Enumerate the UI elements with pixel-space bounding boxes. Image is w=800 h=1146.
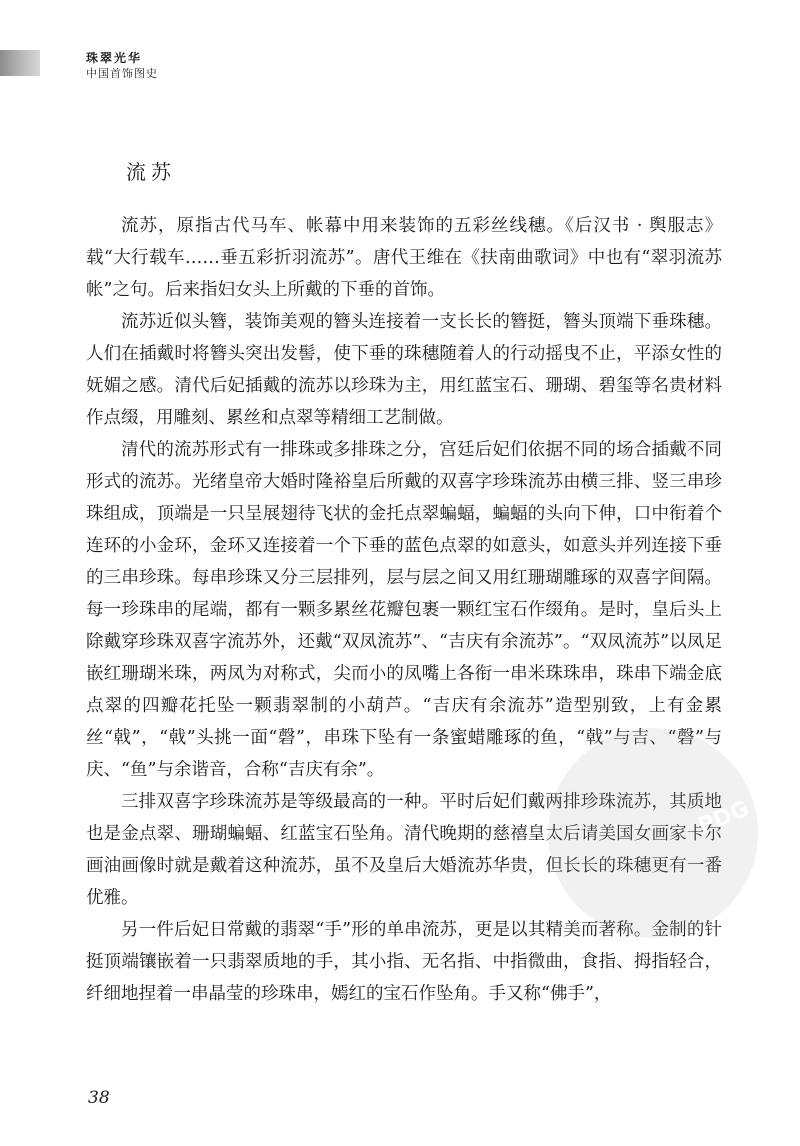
watermark-text: PDG bbox=[694, 796, 753, 840]
book-title: 珠翠光华 bbox=[86, 51, 143, 65]
book-subtitle: 中国首饰图史 bbox=[86, 67, 158, 80]
corner-tab bbox=[0, 50, 40, 76]
page-number: 38 bbox=[88, 1088, 110, 1108]
paragraph: 流苏，原指古代马车、帐幕中用来装饰的五彩丝线穗。《后汉书 · 舆服志》载“大行载车……垂五彩折羽流苏”。唐代王维在《扶南曲歌词》中也有“翠羽流苏帐”之句。后来指妇女头上所戴的下垂的首饰。 bbox=[86, 216, 722, 300]
paragraph: 三排双喜字珍珠流苏是等级最高的一种。平时后妃们戴两排珍珠流苏，其质地也是金点翠、珊瑚蝙蝠、红蓝宝石坠角。清代晚期的慈禧皇太后请美国女画家卡尔画油画像时就是戴着这种流苏，虽不及皇后大婚流苏华贵，但长长的珠穗更有一番优雅。 bbox=[86, 792, 722, 908]
paragraph: 清代的流苏形式有一排珠或多排珠之分，宫廷后妃们依据不同的场合插戴不同形式的流苏。光绪皇帝大婚时隆裕皇后所戴的双喜字珍珠流苏由横三排、竖三串珍珠组成，顶端是一只呈展翅待飞状的金托点翠蝙蝠，蝙蝠的头向下伸，口中衔着个连环的小金环，金环又连接着一个下垂的蓝色点翠的如意头，如意头并列连接下垂的三串珍珠。每串珍珠又分三层排列，层与层之间又用红珊瑚雕琢的双喜字间隔。每一珍珠串的尾端，都有一颗多累丝花瓣包裹一颗红宝石作缀角。是时，皇后头上除戴穿珍珠双喜字流苏外，还戴“双凤流苏”、“吉庆有余流苏”。“双凤流苏”以凤足嵌红珊瑚米珠，两凤为对称式，尖而小的凤嘴上各衔一串米珠珠串，珠串下端金底点翠的四瓣花托坠一颗翡翠制的小葫芦。“吉庆有余流苏”造型别致，上有金累丝“戟”，“戟”头挑一面“磬”，串珠下坠有一条蜜蜡雕琢的鱼，“戟”与吉、“磬”与庆、“鱼”与余谐音，合称“吉庆有余”。 bbox=[86, 440, 722, 780]
running-head bbox=[86, 50, 158, 82]
section-title: 流苏 bbox=[126, 160, 176, 184]
paragraph: 流苏近似头簪，装饰美观的簪头连接着一支长长的簪挺，簪头顶端下垂珠穗。人们在插戴时将簪头突出发髻，使下垂的珠穗随着人的行动摇曳不止，平添女性的妩媚之感。清代后妃插戴的流苏以珍珠为主，用红蓝宝石、珊瑚、碧玺等名贵材料作点缀，用雕刻、累丝和点翠等精细工艺制做。 bbox=[86, 312, 722, 428]
paragraph: 另一件后妃日常戴的翡翠“手”形的单串流苏，更是以其精美而著称。金制的针挺顶端镶嵌着一只翡翠质地的手，其小指、无名指、中指微曲，食指、拇指轻合，纤细地捏着一串晶莹的珍珠串，嫣红的宝石作坠角。手又称“佛手”， bbox=[86, 920, 722, 1004]
